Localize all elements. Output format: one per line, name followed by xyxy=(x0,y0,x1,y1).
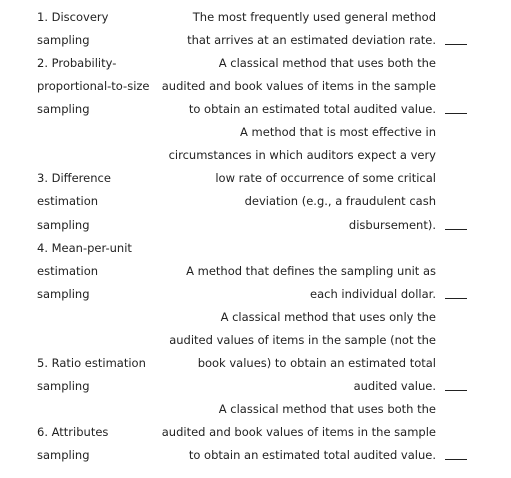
term-line: 3. Difference xyxy=(37,171,111,185)
term-line: 5. Ratio estimation xyxy=(37,356,146,370)
term-line: sampling xyxy=(37,448,90,462)
term-line: estimation xyxy=(37,264,99,278)
term-line: 6. Attributes xyxy=(37,425,109,439)
term-line: sampling xyxy=(37,218,90,232)
description-line: audited and book values of items in the sample xyxy=(161,79,436,93)
term-line: sampling xyxy=(37,33,90,47)
answer-blank[interactable] xyxy=(445,390,467,391)
description-line: book values) to obtain an estimated total xyxy=(197,356,436,370)
description-line: circumstances in which auditors expect a very xyxy=(168,148,436,162)
description-line: A classical method that uses only the xyxy=(220,310,436,324)
description-line: A method that defines the sampling unit as xyxy=(186,264,436,278)
term-line: proportional-to-size xyxy=(37,79,150,93)
term-line: sampling xyxy=(37,287,90,301)
description-line: low rate of occurrence of some critical xyxy=(215,171,436,185)
term-line: sampling xyxy=(37,379,90,393)
answer-blank[interactable] xyxy=(445,298,467,299)
description-line: disbursement). xyxy=(348,218,436,232)
answer-blank[interactable] xyxy=(445,113,467,114)
description-line: deviation (e.g., a fraudulent cash xyxy=(244,194,436,208)
term-line: 4. Mean-per-unit xyxy=(37,241,132,255)
answer-blank[interactable] xyxy=(445,459,467,460)
description-line: The most frequently used general method xyxy=(192,10,436,24)
description-line: audited values of items in the sample (not the xyxy=(169,333,436,347)
description-line: audited and book values of items in the sample xyxy=(161,425,436,439)
description-line: to obtain an estimated total audited value. xyxy=(188,448,436,462)
description-line: audited value. xyxy=(353,379,436,393)
description-line: each individual dollar. xyxy=(310,287,436,301)
term-line: estimation xyxy=(37,194,99,208)
answer-blank[interactable] xyxy=(445,44,467,45)
description-line: to obtain an estimated total audited value. xyxy=(188,102,436,116)
description-line: that arrives at an estimated deviation rate. xyxy=(187,33,436,47)
description-line: A classical method that uses both the xyxy=(218,402,436,416)
description-line: A method that is most effective in xyxy=(240,125,436,139)
answer-blank[interactable] xyxy=(445,229,467,230)
term-line: 2. Probability- xyxy=(37,56,117,70)
term-line: 1. Discovery xyxy=(37,10,109,24)
term-line: sampling xyxy=(37,102,90,116)
description-line: A classical method that uses both the xyxy=(218,56,436,70)
